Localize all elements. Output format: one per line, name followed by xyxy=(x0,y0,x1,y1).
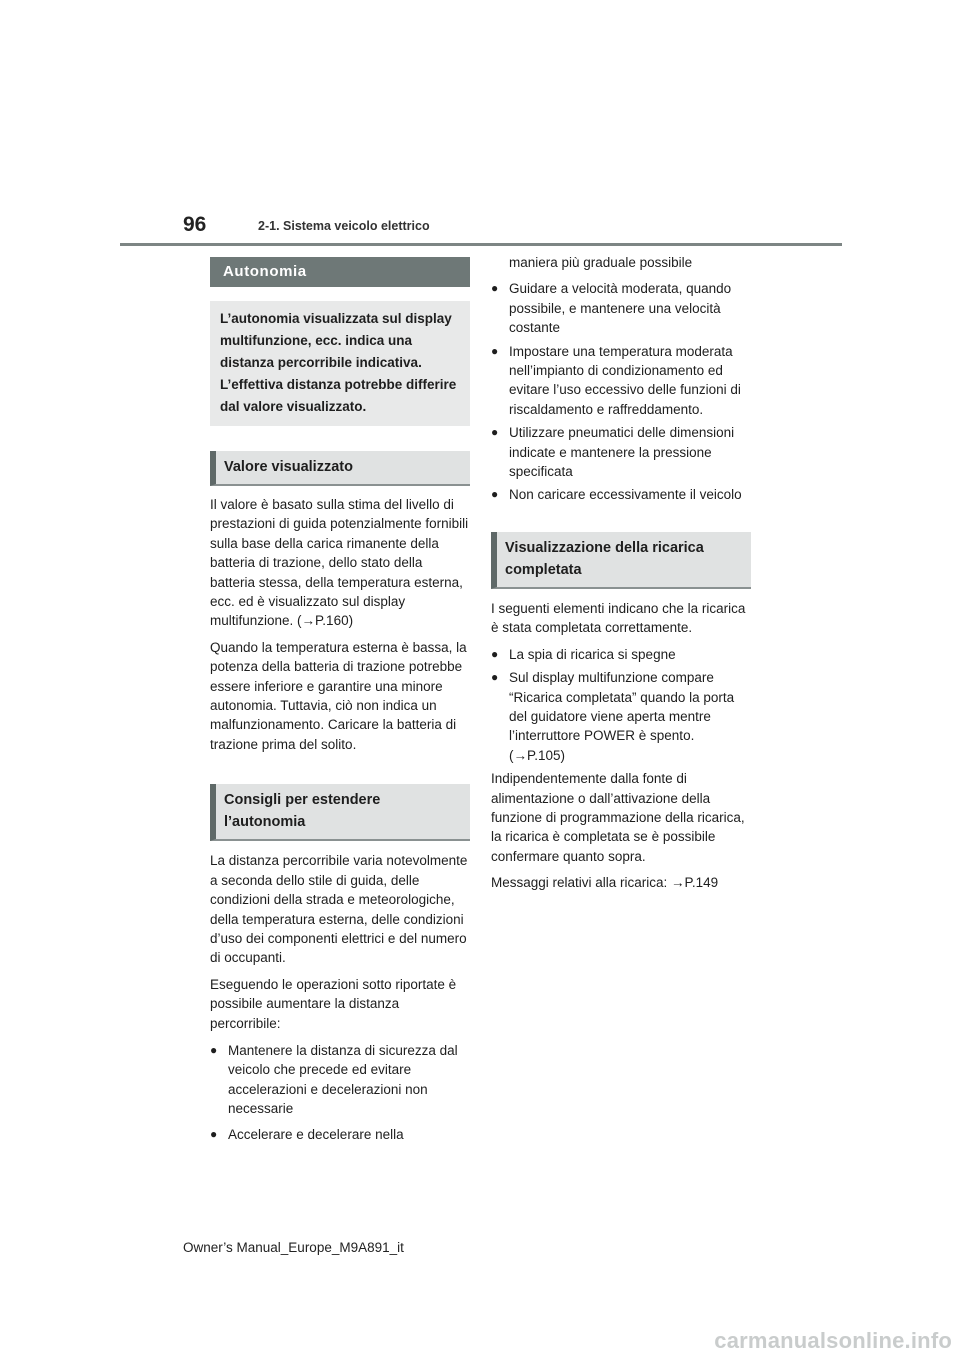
subheading-range-tips: Consigli per estendere l’autonomia xyxy=(210,784,470,841)
list-item: ● La spia di ricarica si spegne xyxy=(491,645,751,664)
watermark: carmanualsonline.info xyxy=(714,1328,952,1353)
list-item: ● Accelerare e decelerare nella xyxy=(210,1125,470,1144)
list-item: ● Utilizzare pneumatici delle dimensioni indicate e mantenere la pressione specificata xyxy=(491,423,751,481)
paragraph: Il valore è basato sulla stima del livello di prestazioni di guida potenzialmente fornibili sulla base della carica rimanente della batteria di trazione, dello stato della batteria stessa, della temperatura esterna, ecc. ed è visualizzato sul display multifunzione. (→P.160) xyxy=(210,497,469,629)
subheading-charge-complete: Visualizzazione della ricarica completata xyxy=(491,532,751,589)
bullet-icon: ● xyxy=(491,670,499,685)
list-item: ● Impostare una temperatura moderata nell’impianto di condizionamento ed evitare l’uso eccessivo delle funzioni di riscaldamento e raffreddamento. xyxy=(491,342,751,420)
summary-box: L’autonomia visualizzata sul display multifunzione, ecc. indica una distanza percorribile indicativa. L’effettiva distanza potrebbe differire dal valore visualizzato. xyxy=(210,301,470,426)
bullet-icon: ● xyxy=(491,343,499,358)
list-item: ● Mantenere la distanza di sicurezza dal veicolo che precede ed evitare accelerazioni e decelerazioni non necessarie xyxy=(210,1041,470,1119)
paragraph: La distanza percorribile varia notevolmente a seconda dello stile di guida, delle condizioni della strada e meteorologiche, della temperatura esterna, delle condizioni d’uso dei componenti elettrici e del numero di occupanti. xyxy=(210,853,468,966)
bullet-icon: ● xyxy=(491,487,499,502)
paragraph-continuation: maniera più graduale possibile xyxy=(509,255,693,270)
bullet-icon: ● xyxy=(210,1042,218,1057)
subheading-displayed-value: Valore visualizzato xyxy=(210,451,470,486)
bullet-icon: ● xyxy=(491,646,499,661)
bullet-icon: ● xyxy=(491,281,499,296)
list-item: ● Non caricare eccessivamente il veicolo xyxy=(491,485,751,504)
paragraph: I seguenti elementi indicano che la ricarica è stata completata correttamente. xyxy=(491,600,746,636)
left-column xyxy=(210,257,470,1148)
paragraph: Quando la temperatura esterna è bassa, la potenza della batteria di trazione potrebbe essere inferiore e garantire una minore autonomia. Tuttavia, ciò non indica un malfunzionamento. Caricare la batteria di trazione prima del solito. xyxy=(210,639,467,752)
right-column xyxy=(491,253,751,900)
bullet-icon: ● xyxy=(491,425,499,440)
paragraph: Indipendentemente dalla fonte di alimentazione o dall’attivazione della funzione di programmazione della ricarica, la ricarica è completata se è possibile confermare quanto sopra. xyxy=(491,771,745,864)
main-heading: Autonomia xyxy=(210,257,470,287)
bullet-icon: ● xyxy=(210,1126,218,1141)
section-title: 2-1. Sistema veicolo elettrico xyxy=(258,219,430,233)
list-item: ● Sul display multifunzione compare “Ricarica completata” quando la porta del guidatore viene aperta mentre l’interruttore POWER è spento. (→P.105) xyxy=(491,668,751,765)
page-number: 96 xyxy=(183,213,207,236)
list-item: ● Guidare a velocità moderata, quando possibile, e mantenere una velocità costante xyxy=(491,279,751,337)
footer-text: Owner’s Manual_Europe_M9A891_it xyxy=(183,1240,404,1255)
paragraph: Eseguendo le operazioni sotto riportate è possibile aumentare la distanza percorribile: xyxy=(210,976,457,1031)
header-divider xyxy=(120,243,842,246)
paragraph: Messaggi relativi alla ricarica: →P.149 xyxy=(491,875,719,891)
